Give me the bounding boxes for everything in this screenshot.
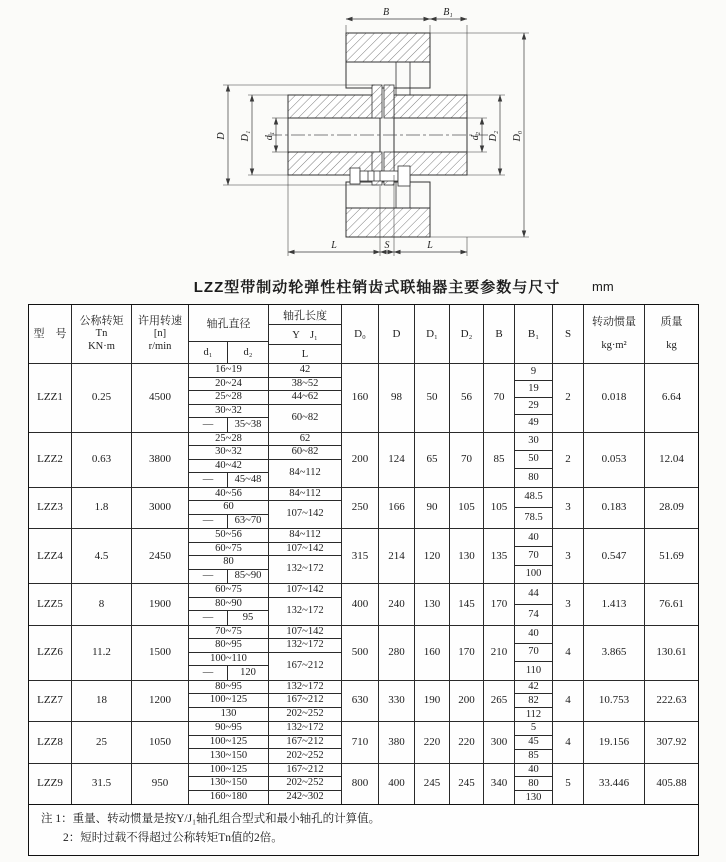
cell-speed: 950 bbox=[132, 764, 189, 805]
cell-B1: 29 bbox=[515, 398, 552, 415]
cell-S: 2 bbox=[553, 364, 584, 432]
cell-mass: 51.69 bbox=[659, 549, 684, 562]
cell-S: 3 bbox=[553, 584, 584, 625]
cell-B1: 100 bbox=[525, 568, 542, 580]
header-speed bbox=[132, 305, 189, 363]
cell-bore-L: 60~82 bbox=[291, 411, 319, 423]
cell-B: 300 bbox=[484, 722, 515, 763]
b1-stack bbox=[515, 433, 553, 487]
cell-mass: 405.88 bbox=[656, 777, 687, 790]
cell-bore-d: 100~125 bbox=[189, 736, 269, 750]
cell-bore-d: 130~150 bbox=[189, 777, 269, 791]
table-row bbox=[29, 432, 698, 487]
header-bore-diameter: 轴孔直径 bbox=[206, 318, 251, 331]
header-bore-group bbox=[189, 305, 342, 363]
cell-D0: 630 bbox=[342, 681, 379, 722]
cell-bore-d: 60 bbox=[189, 501, 269, 515]
cell-torque: 1.8 bbox=[72, 488, 132, 529]
cell-B1: 42 bbox=[515, 681, 552, 695]
cell-bore-d1: — bbox=[189, 418, 228, 432]
cell-B1: 5 bbox=[515, 722, 552, 736]
cell-bore-L: 44~62 bbox=[269, 391, 341, 405]
cell-bore-d: 100~125 bbox=[189, 694, 269, 708]
cell-torque: 8 bbox=[72, 584, 132, 625]
table-row bbox=[29, 625, 698, 680]
cell-bore-L: 132~172 bbox=[269, 722, 341, 736]
b1-stack bbox=[515, 364, 553, 432]
cell-torque: 0.63 bbox=[72, 433, 132, 487]
cell-bore-L: 167~212 bbox=[269, 694, 341, 708]
header-torque bbox=[72, 305, 132, 363]
cell-bore-d2: 95 bbox=[228, 611, 269, 625]
cell-B: 265 bbox=[484, 681, 515, 722]
table-row bbox=[29, 583, 698, 625]
dim-label-L-right: L bbox=[427, 240, 433, 251]
cell-bore-d: 30~32 bbox=[189, 446, 269, 460]
cell-speed: 3800 bbox=[132, 433, 189, 487]
header-B1: B₁ bbox=[515, 305, 553, 363]
cell-mass: 222.63 bbox=[656, 694, 687, 707]
cell-mass: 307.92 bbox=[656, 735, 687, 748]
cell-bore-L: 107~142 bbox=[269, 626, 341, 640]
cell-bore-L: 84~112 bbox=[269, 488, 341, 502]
header-bore-length: 轴孔长度 bbox=[283, 309, 327, 322]
cell-bore-d1: — bbox=[189, 570, 228, 584]
cell-bore-L: 167~212 bbox=[286, 659, 324, 671]
cell-D2: 170 bbox=[450, 626, 484, 680]
b1-stack bbox=[515, 681, 553, 722]
cell-bore-d: 60~75 bbox=[189, 584, 269, 598]
cell-D1: 220 bbox=[415, 722, 450, 763]
cell-bore-d: 40~56 bbox=[189, 488, 269, 502]
cell-B1: 49 bbox=[528, 417, 539, 429]
cell-D: 98 bbox=[379, 364, 415, 432]
cell-B: 135 bbox=[484, 529, 515, 583]
table-notes bbox=[29, 804, 698, 855]
cell-mass: 130.61 bbox=[656, 646, 687, 659]
cell-speed: 1900 bbox=[132, 584, 189, 625]
cell-bore-d1: — bbox=[189, 515, 228, 529]
cell-mass: 76.61 bbox=[659, 597, 684, 610]
header-D2: D₂ bbox=[450, 305, 484, 363]
table-row bbox=[29, 487, 698, 529]
header-mass-cn: 质量 bbox=[660, 315, 683, 328]
cell-B1: 40 bbox=[515, 626, 552, 644]
header-D0: D₀ bbox=[342, 305, 379, 363]
cell-bore-L: 202~252 bbox=[269, 777, 341, 791]
cell-inertia: 33.446 bbox=[584, 764, 645, 805]
dim-label-d2: d₂ bbox=[470, 131, 481, 141]
cell-D2: 220 bbox=[450, 722, 484, 763]
cell-B1: 40 bbox=[515, 764, 552, 778]
cell-D2: 105 bbox=[450, 488, 484, 529]
table-row bbox=[29, 721, 698, 763]
cell-model: LZZ7 bbox=[29, 681, 72, 722]
cell-B1: 78.5 bbox=[524, 512, 543, 524]
cell-D1: 130 bbox=[415, 584, 450, 625]
cell-bore-d1: — bbox=[189, 666, 228, 680]
header-mass-unit: kg bbox=[666, 340, 677, 352]
dim-label-L-left: L bbox=[331, 240, 337, 251]
cell-torque: 4.5 bbox=[72, 529, 132, 583]
cell-mass: 28.09 bbox=[659, 501, 684, 514]
cell-bore-L: 42 bbox=[269, 364, 341, 378]
cell-B1: 74 bbox=[528, 608, 539, 620]
cell-bore-d: 60~75 bbox=[189, 543, 269, 557]
table-header bbox=[29, 305, 698, 363]
cell-inertia: 0.018 bbox=[584, 364, 645, 432]
cell-B: 340 bbox=[484, 764, 515, 805]
cell-B1: 70 bbox=[515, 547, 552, 565]
table-row bbox=[29, 680, 698, 722]
cell-torque: 11.2 bbox=[72, 626, 132, 680]
cell-S: 4 bbox=[553, 626, 584, 680]
b1-stack bbox=[515, 722, 553, 763]
cell-D2: 56 bbox=[450, 364, 484, 432]
header-speed-cn: 许用转速 bbox=[138, 314, 182, 327]
cell-D0: 315 bbox=[342, 529, 379, 583]
cell-inertia: 0.183 bbox=[584, 488, 645, 529]
cell-bore-L: 107~142 bbox=[269, 543, 341, 557]
bore-grid bbox=[189, 764, 342, 805]
dim-label-D1: D₁ bbox=[240, 130, 251, 142]
b1-stack bbox=[515, 584, 553, 625]
cell-bore-d: 25~28 bbox=[189, 391, 269, 405]
header-torque-cn: 公称转矩 bbox=[79, 314, 124, 327]
cell-model: LZZ4 bbox=[29, 529, 72, 583]
bore-grid bbox=[189, 722, 342, 763]
header-d1: d₁ bbox=[189, 342, 228, 363]
cell-model: LZZ1 bbox=[29, 364, 72, 432]
header-bore-length-group bbox=[269, 305, 341, 363]
cell-bore-L: 202~252 bbox=[286, 749, 324, 761]
cell-bore-d: 50~56 bbox=[189, 529, 269, 543]
cell-D: 330 bbox=[379, 681, 415, 722]
title-bar bbox=[0, 274, 726, 304]
bore-grid bbox=[189, 364, 342, 432]
cell-B: 85 bbox=[484, 433, 515, 487]
cell-bore-L: 132~172 bbox=[286, 604, 324, 616]
cell-B1: 112 bbox=[525, 708, 542, 720]
cell-bore-d1: — bbox=[189, 473, 228, 487]
cell-D: 166 bbox=[379, 488, 415, 529]
cell-model: LZZ8 bbox=[29, 722, 72, 763]
table-row bbox=[29, 528, 698, 583]
table-row bbox=[29, 763, 698, 805]
dim-label-D2: D₂ bbox=[488, 130, 499, 142]
bore-grid bbox=[189, 584, 342, 625]
cell-B1: 9 bbox=[515, 364, 552, 381]
cell-bore-L: 84~112 bbox=[269, 529, 341, 543]
dim-label-d1: d₁ bbox=[264, 131, 275, 141]
bore-grid bbox=[189, 529, 342, 583]
cell-S: 3 bbox=[553, 529, 584, 583]
cell-bore-d: 30~32 bbox=[189, 405, 269, 419]
cell-bore-d: 130 bbox=[189, 708, 269, 722]
cell-bore-d2: 63~70 bbox=[228, 515, 269, 529]
cell-bore-L: 202~252 bbox=[286, 708, 324, 720]
header-bore-d-row bbox=[189, 341, 268, 363]
cell-bore-d: 70~75 bbox=[189, 626, 269, 640]
cell-bore-L: 107~142 bbox=[286, 508, 324, 520]
header-B: B bbox=[484, 305, 515, 363]
cell-S: 4 bbox=[553, 681, 584, 722]
cell-speed: 4500 bbox=[132, 364, 189, 432]
b1-stack bbox=[515, 488, 553, 529]
cell-bore-d: 100~125 bbox=[189, 764, 269, 778]
unit-label: mm bbox=[592, 279, 614, 294]
cell-speed: 1050 bbox=[132, 722, 189, 763]
cell-D1: 160 bbox=[415, 626, 450, 680]
cell-bore-d: 20~24 bbox=[189, 378, 269, 392]
header-torque-symbol: Tn bbox=[95, 328, 108, 340]
cell-speed: 1200 bbox=[132, 681, 189, 722]
cell-B1: 80 bbox=[528, 471, 539, 483]
cell-torque: 18 bbox=[72, 681, 132, 722]
cell-D: 400 bbox=[379, 764, 415, 805]
cell-torque: 25 bbox=[72, 722, 132, 763]
header-mass bbox=[645, 305, 698, 363]
cell-bore-L: 167~212 bbox=[269, 736, 341, 750]
coupling-drawing-area bbox=[0, 0, 726, 272]
cell-D1: 50 bbox=[415, 364, 450, 432]
cell-D2: 200 bbox=[450, 681, 484, 722]
cell-S: 4 bbox=[553, 722, 584, 763]
cell-D: 240 bbox=[379, 584, 415, 625]
header-yj1: Y J₁ bbox=[269, 324, 341, 344]
cell-B1: 45 bbox=[515, 736, 552, 750]
cell-bore-d2: 120 bbox=[228, 666, 269, 680]
cell-B1: 130 bbox=[525, 791, 542, 803]
cell-bore-d: 16~19 bbox=[189, 364, 269, 378]
cell-S: 5 bbox=[553, 764, 584, 805]
cell-bore-L: 60~82 bbox=[269, 446, 341, 460]
cell-bore-L: 132~172 bbox=[269, 681, 341, 695]
cell-bore-L: 84~112 bbox=[289, 466, 321, 478]
cell-B1: 48.5 bbox=[515, 488, 552, 509]
bore-grid bbox=[189, 488, 342, 529]
cell-B1: 110 bbox=[525, 664, 542, 676]
cell-bore-d: 80~90 bbox=[189, 598, 269, 612]
header-inertia bbox=[584, 305, 645, 363]
cell-S: 3 bbox=[553, 488, 584, 529]
cell-D0: 800 bbox=[342, 764, 379, 805]
page-title: LZZ型带制动轮弹性柱销齿式联轴器主要参数与尺寸 bbox=[193, 279, 561, 296]
bore-grid bbox=[189, 626, 342, 680]
cell-bore-d: 160~180 bbox=[189, 791, 269, 805]
dim-label-D: D bbox=[216, 132, 227, 140]
cell-D0: 400 bbox=[342, 584, 379, 625]
b1-stack bbox=[515, 764, 553, 805]
cell-bore-d: 80~95 bbox=[189, 639, 269, 653]
cell-D1: 245 bbox=[415, 764, 450, 805]
cell-D: 280 bbox=[379, 626, 415, 680]
cell-mass: 12.04 bbox=[659, 453, 684, 466]
cell-D1: 65 bbox=[415, 433, 450, 487]
cell-bore-d: 25~28 bbox=[189, 433, 269, 447]
cell-D1: 190 bbox=[415, 681, 450, 722]
cell-bore-L: 132~172 bbox=[286, 563, 324, 575]
cell-torque: 0.25 bbox=[72, 364, 132, 432]
cell-bore-d: 90~95 bbox=[189, 722, 269, 736]
header-inertia-unit: kg·m² bbox=[601, 340, 627, 352]
cell-speed: 1500 bbox=[132, 626, 189, 680]
header-L: L bbox=[269, 344, 341, 363]
cell-inertia: 0.053 bbox=[584, 433, 645, 487]
header-speed-symbol: [n] bbox=[153, 328, 167, 340]
table-row bbox=[29, 363, 698, 432]
cell-bore-d1: — bbox=[189, 611, 228, 625]
cell-inertia: 19.156 bbox=[584, 722, 645, 763]
cell-bore-L: 242~302 bbox=[286, 791, 324, 803]
dim-label-B: B bbox=[382, 7, 390, 18]
cell-model: LZZ5 bbox=[29, 584, 72, 625]
b1-stack bbox=[515, 626, 553, 680]
b1-stack bbox=[515, 529, 553, 583]
cell-B1: 85 bbox=[528, 750, 539, 762]
cell-D2: 245 bbox=[450, 764, 484, 805]
cell-B: 70 bbox=[484, 364, 515, 432]
header-inertia-cn: 转动惯量 bbox=[592, 315, 636, 328]
bore-grid bbox=[189, 681, 342, 722]
cell-D0: 500 bbox=[342, 626, 379, 680]
cell-inertia: 10.753 bbox=[584, 681, 645, 722]
cell-model: LZZ3 bbox=[29, 488, 72, 529]
cell-B1: 80 bbox=[515, 777, 552, 791]
dim-label-D0: D₀ bbox=[512, 130, 523, 142]
cell-D0: 160 bbox=[342, 364, 379, 432]
cell-D2: 145 bbox=[450, 584, 484, 625]
dim-label-S: S bbox=[384, 240, 390, 251]
cell-bore-L: 167~212 bbox=[269, 764, 341, 778]
cell-speed: 3000 bbox=[132, 488, 189, 529]
cell-bore-d: 80 bbox=[189, 556, 269, 570]
cell-B1: 30 bbox=[515, 433, 552, 451]
cell-bore-d2: 85~90 bbox=[228, 570, 269, 584]
header-speed-unit: r/min bbox=[148, 341, 172, 353]
cell-mass: 6.64 bbox=[661, 391, 682, 404]
header-S: S bbox=[553, 305, 584, 363]
note-line-2: 2：短时过载不得超过公称转矩Tn值的2倍。 bbox=[63, 831, 283, 844]
cell-bore-d2: 45~48 bbox=[228, 473, 269, 487]
header-d2: d₂ bbox=[243, 347, 253, 359]
cell-inertia: 3.865 bbox=[584, 626, 645, 680]
cell-D0: 710 bbox=[342, 722, 379, 763]
cell-D1: 120 bbox=[415, 529, 450, 583]
cell-bore-L: 132~172 bbox=[269, 639, 341, 653]
cell-bore-L: 107~142 bbox=[269, 584, 341, 598]
table-body bbox=[29, 363, 698, 804]
header-D1: D₁ bbox=[415, 305, 450, 363]
cell-bore-L: 38~52 bbox=[269, 378, 341, 392]
cell-inertia: 1.413 bbox=[584, 584, 645, 625]
cell-D1: 90 bbox=[415, 488, 450, 529]
cell-D: 124 bbox=[379, 433, 415, 487]
cell-S: 2 bbox=[553, 433, 584, 487]
cell-B1: 40 bbox=[515, 529, 552, 547]
cell-B1: 82 bbox=[515, 694, 552, 708]
cell-bore-d: 100~110 bbox=[189, 653, 269, 667]
cell-model: LZZ6 bbox=[29, 626, 72, 680]
dim-label-B1: B₁ bbox=[443, 7, 453, 18]
cell-bore-d: 130~150 bbox=[189, 749, 269, 763]
bore-grid bbox=[189, 433, 342, 487]
cell-B1: 50 bbox=[515, 451, 552, 469]
cell-B: 105 bbox=[484, 488, 515, 529]
cell-bore-d: 80~95 bbox=[189, 681, 269, 695]
cell-B: 210 bbox=[484, 626, 515, 680]
header-torque-unit: KN·m bbox=[88, 341, 115, 353]
cell-B1: 19 bbox=[515, 381, 552, 398]
cell-model: LZZ9 bbox=[29, 764, 72, 805]
cell-inertia: 0.547 bbox=[584, 529, 645, 583]
cell-speed: 2450 bbox=[132, 529, 189, 583]
spec-table bbox=[28, 304, 699, 856]
cell-D: 214 bbox=[379, 529, 415, 583]
cell-bore-d2: 35~38 bbox=[228, 418, 269, 432]
cell-B: 170 bbox=[484, 584, 515, 625]
cell-bore-d: 40~42 bbox=[189, 460, 269, 474]
cell-B1: 44 bbox=[515, 584, 552, 605]
cell-D0: 250 bbox=[342, 488, 379, 529]
cell-torque: 31.5 bbox=[72, 764, 132, 805]
header-D: D bbox=[379, 305, 415, 363]
coupling-section-drawing bbox=[0, 0, 726, 272]
header-bore-diameter-group bbox=[189, 305, 269, 363]
cell-bore-L: 62 bbox=[269, 433, 341, 447]
cell-D2: 130 bbox=[450, 529, 484, 583]
cell-model: LZZ2 bbox=[29, 433, 72, 487]
cell-D0: 200 bbox=[342, 433, 379, 487]
note-line-1: 注 1：重量、转动惯量是按Y/J₁轴孔组合型式和最小轴孔的计算值。 bbox=[41, 813, 381, 825]
cell-D: 380 bbox=[379, 722, 415, 763]
header-model: 型 号 bbox=[29, 305, 72, 363]
cell-D2: 70 bbox=[450, 433, 484, 487]
cell-B1: 70 bbox=[515, 644, 552, 662]
